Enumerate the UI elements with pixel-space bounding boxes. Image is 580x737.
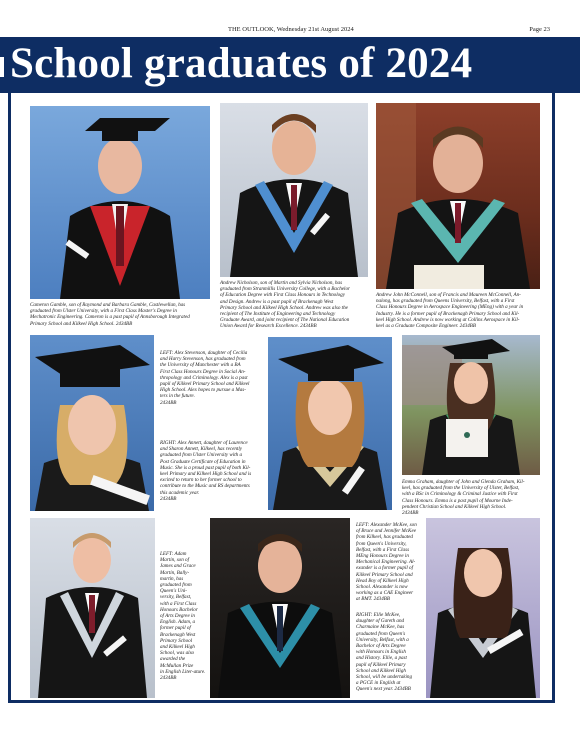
graduate-figure-icon — [30, 106, 210, 299]
caption-line: and History. Ellie, a past — [356, 655, 407, 662]
caption-line: graduated from Ulster University, with a First Class Master's Degree in — [30, 308, 177, 315]
caption-line: LEFT: Alexander McKee, son — [356, 522, 417, 528]
caption-line: School, will be undertaking — [356, 674, 413, 681]
caption-line: RIGHT: Ellie McKee, — [356, 612, 401, 618]
caption-line: School, was also — [160, 650, 195, 657]
caption-line: Queen's Uni- — [160, 588, 187, 595]
caption-line: Primary School and Kilkeel High School. Andrew was also the — [220, 304, 348, 311]
caption-line: English. Adam, a — [160, 619, 195, 626]
caption-line: Mechatronic Engineering. Cameron is a past pupil of Annsborough Integrated — [30, 314, 190, 321]
header-publication-date: THE OUTLOOK, Wednesday 21st August 2024 — [228, 26, 354, 33]
caption-line: recipient of The Institute of Engineering and Technology — [220, 311, 336, 318]
caption-line: McMullan Prize — [160, 662, 194, 669]
caption-line: Mechanical Engineering. Al- — [356, 559, 416, 566]
caption-line: pupil of Kilkeel Primary School and Kilkeel — [160, 381, 250, 388]
caption-line: Honours Bachelor — [160, 606, 198, 613]
caption-line: versity, Belfast, — [160, 594, 192, 601]
caption-line: 2434BB — [160, 399, 177, 406]
caption-line: MEng Honours Degree in — [356, 553, 409, 560]
caption-line: from Queen's University, — [356, 540, 407, 547]
caption-line: Bachelor of Arts Degree — [356, 643, 406, 650]
graduate-figure-icon — [426, 518, 540, 698]
caption-line: graduated from Queen's — [356, 630, 406, 637]
caption-line: exander is a former pupil of — [356, 565, 414, 572]
caption-line: contribute to the Music and RS departments — [160, 483, 250, 490]
caption-line: ters in the future. — [160, 393, 195, 400]
caption-adam-martin — [160, 551, 208, 681]
caption-line: awarded the — [160, 656, 186, 663]
caption-line: James and Grace — [160, 563, 196, 570]
running-header — [0, 24, 580, 36]
caption-emma-graham — [402, 479, 542, 516]
caption-line: and Sharon Annett, Kilkeel, has recently — [160, 446, 243, 453]
caption-line: School and Kilkeel High — [356, 667, 406, 674]
caption-ellie-mckee — [356, 612, 422, 693]
caption-line: nalong, has graduated from Queens University, Belfast, with a First — [376, 298, 515, 305]
caption-line: School. Alexander is now — [356, 584, 408, 591]
caption-line: of Arts Degree in — [160, 613, 195, 620]
photo-andrew-nicholson — [220, 103, 368, 277]
caption-line: a PGCE in English at — [356, 680, 401, 687]
caption-line: with a BSc in Criminology & Criminal Justice with First — [402, 491, 518, 498]
caption-line: 2434BB — [160, 495, 177, 502]
caption-line: pupil of Kilkeel Primary — [356, 661, 406, 668]
caption-line: working as a CAE Engineer — [356, 590, 414, 597]
caption-line: former pupil of — [160, 625, 191, 632]
caption-line: with a First Class — [160, 600, 197, 607]
caption-line: with Honours in English — [356, 649, 406, 656]
caption-andrew-mcconnell — [376, 292, 542, 329]
caption-line: Primary School — [160, 637, 193, 644]
caption-line: in English Liter-ature. 2434BB — [160, 668, 206, 682]
photo-ellie-mckee — [426, 518, 540, 698]
graduate-figure-icon — [402, 335, 540, 475]
caption-line: and Harry Stevenson, has graduated from — [160, 356, 246, 363]
caption-line: Andrew Nicholson, son of Martin and Sylvia Nicholson, has — [220, 280, 343, 286]
photo-adam-martin — [30, 518, 155, 698]
caption-line: the University of Manchester with a BA — [160, 362, 241, 369]
caption-line: Union Award for Research Excellence. 2434BB — [220, 323, 317, 330]
caption-line: Class Honours. Emma is a past pupil of Mourne Inde- — [402, 497, 513, 504]
caption-line: graduated from — [160, 582, 192, 589]
caption-cameron-gamble — [30, 302, 212, 327]
frame-rule-left — [8, 93, 11, 703]
graduate-figure-icon — [268, 337, 392, 510]
caption-line: and Kilkeel High — [160, 644, 195, 651]
caption-line: Charmaine McKee, has — [356, 624, 405, 631]
caption-line: from Kilkeel, has graduated — [356, 534, 413, 541]
caption-line: keel Primary and Kilkeel High School and is — [160, 471, 252, 478]
caption-line: graduated from Ulster University with a — [160, 452, 243, 459]
caption-line: of Education Degree with First Class Honours in Technology — [220, 292, 345, 299]
caption-line: Post Graduate Certificate of Education in — [160, 458, 246, 465]
frame-rule-right — [552, 93, 555, 703]
caption-line: graduated from Stranmillis University College, with a Bachelor — [220, 286, 350, 293]
caption-alex-annett — [160, 440, 265, 502]
caption-line: of Bruce and Jennifer McKee — [356, 528, 416, 535]
photo-cameron-gamble — [30, 106, 210, 299]
caption-line: Graduate Award, and joint recipient of The National Education — [220, 317, 350, 324]
caption-line: and Design. Andrew is a past pupil of Brackenagh West — [220, 298, 334, 305]
photo-alex-annett — [268, 337, 392, 510]
photo-alexander-mckee — [210, 518, 350, 698]
caption-line: Primary School and Kilkeel High School. 2434BB — [30, 320, 133, 327]
frame-rule-bottom — [8, 700, 555, 703]
banner-notch — [0, 57, 4, 77]
caption-line: martin, has — [160, 575, 184, 582]
caption-line: Class Honours Degree in Aerospace Engineering (MEng) with a year in — [376, 304, 524, 311]
caption-line: Martin, son of — [160, 557, 190, 564]
graduate-figure-icon — [30, 518, 155, 698]
caption-andrew-nicholson — [220, 280, 370, 330]
caption-line: Cameron Gamble, son of Raymond and Barbara Gamble, Castlewellan, has — [30, 302, 186, 308]
photo-alex-stevenson — [30, 335, 154, 511]
caption-line: Brackenagh West — [160, 631, 196, 638]
caption-line: pendent Christian School and Kilkeel High School. — [402, 503, 507, 510]
page-number: Page 23 — [529, 26, 550, 33]
caption-alexander-mckee — [356, 522, 422, 603]
page-headline: School graduates of 2024 — [10, 40, 473, 87]
caption-line: Head Boy of Kilkeel High — [356, 577, 409, 584]
caption-line: keel as a Graduate Composite Engineer. 2434BB — [376, 323, 477, 330]
caption-line: Belfast, with a First Class — [356, 546, 410, 553]
caption-line: High School. Alex hopes to pursue a Mas- — [160, 387, 246, 394]
caption-line: at BMT. 2434BB — [356, 596, 391, 603]
caption-line: Martin, Bally- — [160, 569, 190, 576]
caption-line: 2434BB — [402, 510, 419, 517]
headline-banner — [0, 37, 580, 93]
caption-line: University, Belfast, with a — [356, 636, 409, 643]
graduate-figure-icon — [376, 103, 540, 289]
caption-alex-stevenson — [160, 350, 265, 406]
caption-line: Andrew John McConnell, son of Francis and Maureen McConnell, An- — [376, 292, 521, 298]
caption-line: LEFT: Adam — [160, 551, 187, 557]
caption-line: keel, has graduated from the University of Ulster, Belfast, — [402, 485, 520, 492]
caption-line: Queen's next year. 2434BB — [356, 686, 411, 693]
caption-line: Music. She is a proud past pupil of both Kil- — [160, 464, 251, 471]
caption-line: Kilkeel Primary School and — [356, 571, 413, 578]
photo-andrew-mcconnell — [376, 103, 540, 289]
caption-line: keel High School. Andrew is now working at Collins Aerospace in Kil- — [376, 316, 520, 323]
caption-line: thropology and Criminology. Alex is a past — [160, 374, 248, 381]
graduate-figure-icon — [220, 103, 368, 277]
caption-line: excited to return to her former school to — [160, 477, 242, 484]
caption-line: this academic year. — [160, 489, 200, 496]
caption-line: First Class Honours Degree in Social An- — [160, 368, 246, 375]
caption-line: LEFT: Alex Stevenson, daughter of Cecilia — [160, 350, 248, 356]
graduate-figure-icon — [210, 518, 350, 698]
caption-line: Emma Graham, daughter of John and Glenda Graham, Kil- — [402, 479, 525, 485]
graduate-figure-icon — [30, 335, 154, 511]
caption-line: Industry. He is a former pupil of Brackenagh Primary School and Kil- — [376, 310, 520, 317]
caption-line: RIGHT: Alex Annett, daughter of Laurence — [160, 440, 248, 446]
caption-line: daughter of Gareth and — [356, 618, 405, 625]
photo-emma-graham — [402, 335, 540, 475]
